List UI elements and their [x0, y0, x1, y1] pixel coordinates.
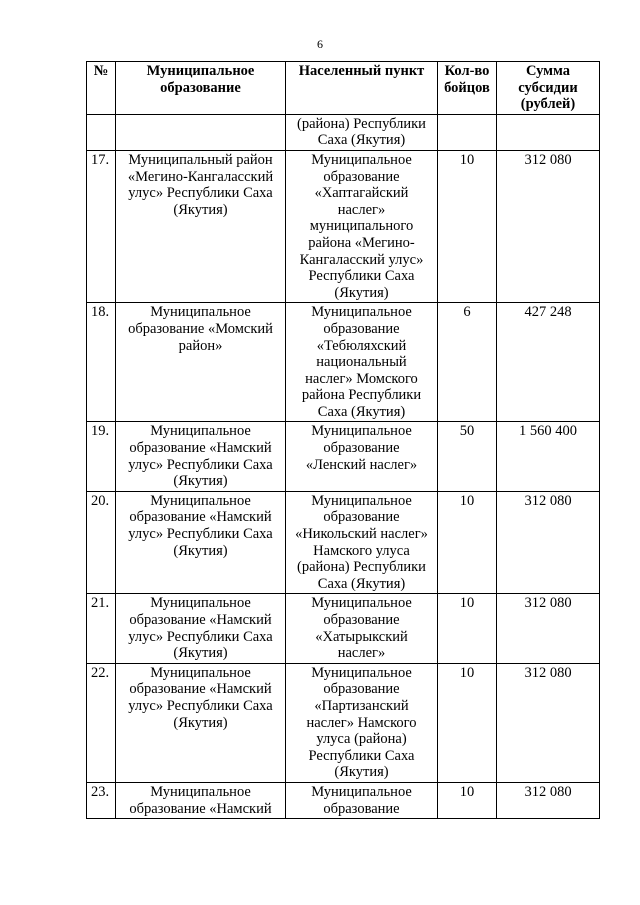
cell-settlement: Муниципальное образование «Тебюляхский национальный наслег» Момского района Республики Саха (Якутия): [286, 303, 438, 422]
table-row: [87, 150, 600, 302]
cell-settlement: Муниципальное образование «Хатырыкский наслег»: [286, 594, 438, 663]
table-row: [87, 663, 600, 782]
cell-amount: 312 080: [497, 594, 600, 663]
page-number: 6: [317, 37, 323, 51]
cell-municipality: [116, 114, 286, 150]
cell-amount: 312 080: [497, 782, 600, 818]
cell-fighters: 10: [438, 782, 497, 818]
table-row-continuation: [87, 114, 600, 150]
cell-amount: 427 248: [497, 303, 600, 422]
cell-settlement: (района) Республики Саха (Якутия): [286, 114, 438, 150]
cell-amount: 312 080: [497, 491, 600, 594]
cell-settlement: Муниципальное образование «Хаптагайский наслег» муниципального района «Мегино- Кангаласский улус» Республики Саха (Якутия): [286, 150, 438, 302]
header-settlement: Населенный пункт: [286, 62, 438, 115]
cell-municipality: Муниципальное образование «Намский улус» Республики Саха (Якутия): [116, 491, 286, 594]
cell-settlement: Муниципальное образование «Партизанский наслег» Намского улуса (района) Республики Саха (Якутия): [286, 663, 438, 782]
table-row: [87, 491, 600, 594]
cell-municipality: Муниципальное образование «Намский улус» Республики Саха (Якутия): [116, 663, 286, 782]
cell-number: 17.: [87, 150, 116, 302]
cell-number: 23.: [87, 782, 116, 818]
cell-amount: 312 080: [497, 663, 600, 782]
cell-number: 19.: [87, 422, 116, 491]
cell-municipality: Муниципальный район «Мегино-Кангаласский улус» Республики Саха (Якутия): [116, 150, 286, 302]
table-row: [87, 422, 600, 491]
subsidy-table: [86, 61, 600, 819]
cell-number: 22.: [87, 663, 116, 782]
cell-municipality: Муниципальное образование «Намский улус» Республики Саха (Якутия): [116, 594, 286, 663]
table-row: [87, 594, 600, 663]
cell-amount: [497, 114, 600, 150]
header-municipality: Муниципальное образование: [116, 62, 286, 115]
header-amount: Сумма субсидии (рублей): [497, 62, 600, 115]
cell-fighters: 10: [438, 594, 497, 663]
table-row: [87, 303, 600, 422]
cell-settlement: Муниципальное образование «Никольский наслег» Намского улуса (района) Республики Саха (Якутия): [286, 491, 438, 594]
table-row: [87, 782, 600, 818]
cell-fighters: 10: [438, 663, 497, 782]
cell-municipality: Муниципальное образование «Намский улус» Республики Саха (Якутия): [116, 422, 286, 491]
cell-municipality: Муниципальное образование «Момский район»: [116, 303, 286, 422]
cell-number: 18.: [87, 303, 116, 422]
cell-number: [87, 114, 116, 150]
cell-fighters: 10: [438, 491, 497, 594]
header-fighters: Кол-во бойцов: [438, 62, 497, 115]
cell-fighters: 50: [438, 422, 497, 491]
header-number: №: [87, 62, 116, 115]
cell-settlement: Муниципальное образование «Ленский наслег»: [286, 422, 438, 491]
cell-amount: 312 080: [497, 150, 600, 302]
cell-number: 20.: [87, 491, 116, 594]
cell-settlement: Муниципальное образование: [286, 782, 438, 818]
cell-fighters: 6: [438, 303, 497, 422]
cell-fighters: 10: [438, 150, 497, 302]
cell-municipality: Муниципальное образование «Намский: [116, 782, 286, 818]
table-header-row: [87, 62, 600, 115]
cell-amount: 1 560 400: [497, 422, 600, 491]
cell-fighters: [438, 114, 497, 150]
cell-number: 21.: [87, 594, 116, 663]
